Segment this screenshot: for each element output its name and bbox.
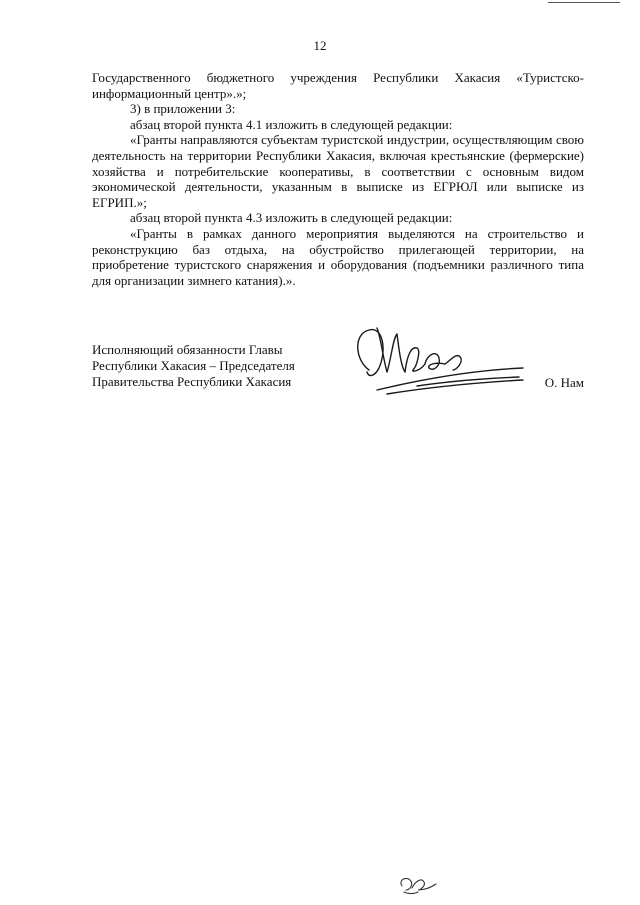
document-body xyxy=(92,70,584,288)
paragraph: Государственного бюджетного учреждения Республики Хакасия «Туристско-информационный центр».»; xyxy=(92,70,584,101)
paragraph: абзац второй пункта 4.1 изложить в следующей редакции: xyxy=(130,116,453,132)
signature-block xyxy=(92,342,584,412)
signatory-title-line: Правительства Республики Хакасия xyxy=(92,374,292,389)
signatory-title-line: Республики Хакасия – Председателя xyxy=(92,358,295,373)
paragraph: «Гранты направляются субъектам туристской индустрии, осуществляющим свою деятельность на территории Республики Хакасия, включая крестьянские (фермерские) хозяйства и потребительские кооперативы, в соответствии с основным видом экономической деятельности, указанным в выписке из ЕГРЮЛ или выписке из ЕГРИП.»; xyxy=(92,132,584,210)
paragraph: 3) в приложении 3: xyxy=(130,101,236,117)
signatory-title-line: Исполняющий обязанности Главы xyxy=(92,342,283,357)
signatory-name: О. Нам xyxy=(544,375,584,390)
top-rule xyxy=(548,2,620,3)
handwritten-signature xyxy=(347,320,527,400)
paragraph: абзац второй пункта 4.3 изложить в следующей редакции: xyxy=(130,210,453,226)
signatory-title xyxy=(92,342,295,390)
page-number: 12 xyxy=(313,38,327,53)
paragraph: «Гранты в рамках данного мероприятия выделяются на строительство и реконструкцию баз отдыха, на обустройство прилегающей территории, на приобретение туристского снаряжения и оборудования (подъемники различного типа для организации зимнего катания).». xyxy=(92,225,584,288)
handwritten-mark xyxy=(396,872,442,896)
